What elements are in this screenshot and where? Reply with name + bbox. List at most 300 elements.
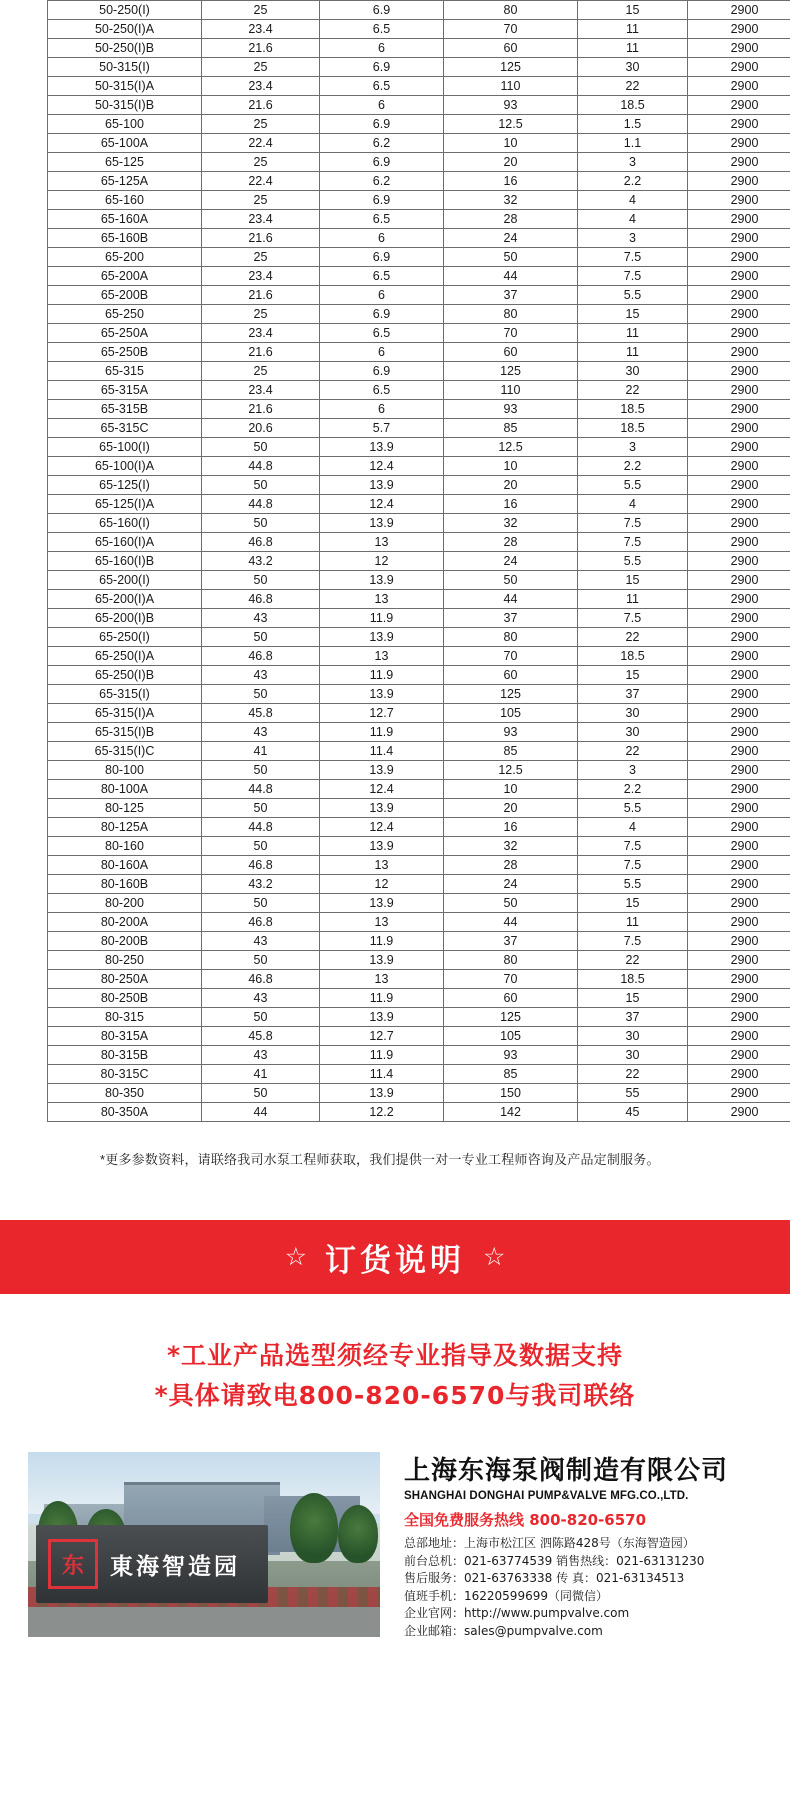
table-cell: 11.9	[320, 723, 444, 742]
table-cell: 2900	[688, 115, 790, 134]
table-row	[48, 419, 790, 438]
table-cell: 6.9	[320, 248, 444, 267]
table-cell: 2900	[688, 267, 790, 286]
table-cell: 11	[578, 20, 688, 39]
table-cell: 13	[320, 856, 444, 875]
table-cell: 45.8	[202, 1027, 320, 1046]
footer	[0, 1452, 790, 1666]
table-cell: 2900	[688, 381, 790, 400]
table-cell: 4	[578, 210, 688, 229]
table-cell: 2900	[688, 590, 790, 609]
table-cell: 142	[444, 1103, 578, 1122]
table-cell: 43	[202, 609, 320, 628]
table-cell: 65-315C	[48, 419, 202, 438]
table-row	[48, 1008, 790, 1027]
table-row	[48, 476, 790, 495]
table-cell: 11.9	[320, 609, 444, 628]
table-cell: 22	[578, 77, 688, 96]
table-cell: 43.2	[202, 552, 320, 571]
table-row	[48, 780, 790, 799]
table-cell: 10	[444, 780, 578, 799]
table-row	[48, 685, 790, 704]
table-row	[48, 837, 790, 856]
company-contact-line: 企业邮箱：sales@pumpvalve.com	[404, 1623, 603, 1638]
table-row	[48, 58, 790, 77]
table-cell: 50-315(I)B	[48, 96, 202, 115]
table-cell: 65-250(I)B	[48, 666, 202, 685]
table-cell: 2900	[688, 305, 790, 324]
table-cell: 50	[202, 476, 320, 495]
table-cell: 2900	[688, 438, 790, 457]
table-cell: 12.7	[320, 704, 444, 723]
table-cell: 43	[202, 989, 320, 1008]
table-cell: 3	[578, 229, 688, 248]
table-cell: 65-250(I)A	[48, 647, 202, 666]
table-cell: 3	[578, 153, 688, 172]
table-cell: 65-100A	[48, 134, 202, 153]
table-cell: 11	[578, 590, 688, 609]
table-cell: 50	[444, 571, 578, 590]
table-cell: 2900	[688, 932, 790, 951]
table-cell: 2900	[688, 970, 790, 989]
table-cell: 4	[578, 818, 688, 837]
table-cell: 22.4	[202, 134, 320, 153]
table-cell: 30	[578, 1046, 688, 1065]
table-cell: 2900	[688, 229, 790, 248]
table-cell: 6.2	[320, 134, 444, 153]
table-cell: 65-200(I)B	[48, 609, 202, 628]
table-cell: 18.5	[578, 647, 688, 666]
table-row	[48, 305, 790, 324]
table-row	[48, 495, 790, 514]
table-cell: 12	[320, 875, 444, 894]
table-cell: 2900	[688, 742, 790, 761]
table-row	[48, 514, 790, 533]
table-cell: 65-100	[48, 115, 202, 134]
table-cell: 4	[578, 495, 688, 514]
table-cell: 13	[320, 533, 444, 552]
table-cell: 70	[444, 324, 578, 343]
table-cell: 43	[202, 1046, 320, 1065]
table-cell: 2900	[688, 685, 790, 704]
table-cell: 2900	[688, 628, 790, 647]
table-cell: 2900	[688, 172, 790, 191]
table-cell: 44.8	[202, 818, 320, 837]
table-cell: 11.9	[320, 1046, 444, 1065]
table-cell: 65-125A	[48, 172, 202, 191]
table-row	[48, 248, 790, 267]
table-cell: 12.4	[320, 457, 444, 476]
table-cell: 2900	[688, 1046, 790, 1065]
table-cell: 7.5	[578, 248, 688, 267]
table-cell: 65-315A	[48, 381, 202, 400]
table-cell: 13	[320, 590, 444, 609]
table-cell: 2900	[688, 894, 790, 913]
table-cell: 46.8	[202, 970, 320, 989]
table-cell: 11.9	[320, 932, 444, 951]
table-row	[48, 1103, 790, 1122]
table-cell: 2900	[688, 286, 790, 305]
table-row	[48, 742, 790, 761]
table-cell: 13.9	[320, 1008, 444, 1027]
table-cell: 80-100A	[48, 780, 202, 799]
table-cell: 2900	[688, 837, 790, 856]
table-cell: 20	[444, 476, 578, 495]
table-cell: 70	[444, 20, 578, 39]
table-cell: 7.5	[578, 533, 688, 552]
table-cell: 16	[444, 495, 578, 514]
table-cell: 18.5	[578, 970, 688, 989]
factory-photo	[28, 1452, 380, 1637]
order-instructions-banner	[0, 1220, 790, 1294]
table-cell: 110	[444, 381, 578, 400]
table-row	[48, 438, 790, 457]
table-cell: 2.2	[578, 457, 688, 476]
table-cell: 13.9	[320, 571, 444, 590]
slogan-block	[0, 1294, 790, 1416]
table-cell: 50	[202, 799, 320, 818]
table-cell: 65-100(I)	[48, 438, 202, 457]
table-cell: 23.4	[202, 77, 320, 96]
table-cell: 13.9	[320, 438, 444, 457]
table-cell: 15	[578, 305, 688, 324]
table-cell: 80-200A	[48, 913, 202, 932]
table-cell: 6.9	[320, 1, 444, 20]
table-row	[48, 1046, 790, 1065]
table-cell: 45	[578, 1103, 688, 1122]
table-cell: 25	[202, 191, 320, 210]
table-cell: 37	[578, 685, 688, 704]
table-cell: 37	[578, 1008, 688, 1027]
table-cell: 43	[202, 666, 320, 685]
table-cell: 46.8	[202, 533, 320, 552]
table-cell: 65-125(I)A	[48, 495, 202, 514]
table-cell: 6	[320, 39, 444, 58]
table-cell: 50	[202, 837, 320, 856]
star-icon-left: ☆	[284, 1242, 307, 1271]
table-row	[48, 970, 790, 989]
table-cell: 65-200B	[48, 286, 202, 305]
table-cell: 2900	[688, 1065, 790, 1084]
table-row	[48, 1065, 790, 1084]
table-row	[48, 267, 790, 286]
table-cell: 2900	[688, 647, 790, 666]
table-cell: 110	[444, 77, 578, 96]
table-cell: 30	[578, 723, 688, 742]
table-cell: 6.9	[320, 115, 444, 134]
table-cell: 80	[444, 305, 578, 324]
table-cell: 41	[202, 742, 320, 761]
table-cell: 41	[202, 1065, 320, 1084]
table-cell: 2900	[688, 704, 790, 723]
table-row	[48, 818, 790, 837]
table-cell: 65-160(I)B	[48, 552, 202, 571]
table-row	[48, 761, 790, 780]
table-row	[48, 1084, 790, 1103]
table-row	[48, 153, 790, 172]
table-cell: 80-200B	[48, 932, 202, 951]
company-logo-icon: 东	[48, 1539, 98, 1589]
table-cell: 11.9	[320, 989, 444, 1008]
table-cell: 15	[578, 571, 688, 590]
table-cell: 50	[202, 571, 320, 590]
table-row	[48, 229, 790, 248]
table-cell: 65-160B	[48, 229, 202, 248]
table-row	[48, 989, 790, 1008]
table-cell: 5.5	[578, 286, 688, 305]
table-cell: 85	[444, 742, 578, 761]
table-cell: 23.4	[202, 267, 320, 286]
table-cell: 50	[202, 438, 320, 457]
table-cell: 32	[444, 191, 578, 210]
table-cell: 21.6	[202, 229, 320, 248]
table-cell: 5.5	[578, 476, 688, 495]
table-cell: 50	[202, 761, 320, 780]
table-cell: 13.9	[320, 951, 444, 970]
table-row	[48, 951, 790, 970]
table-cell: 80-160	[48, 837, 202, 856]
table-cell: 13.9	[320, 628, 444, 647]
table-cell: 13	[320, 970, 444, 989]
table-row	[48, 609, 790, 628]
table-cell: 5.5	[578, 875, 688, 894]
table-row	[48, 723, 790, 742]
table-cell: 12.7	[320, 1027, 444, 1046]
table-row	[48, 647, 790, 666]
table-cell: 7.5	[578, 609, 688, 628]
table-cell: 13.9	[320, 476, 444, 495]
table-cell: 65-200A	[48, 267, 202, 286]
table-cell: 12.4	[320, 780, 444, 799]
table-row	[48, 39, 790, 58]
table-cell: 25	[202, 362, 320, 381]
company-contact-line: 前台总机：021-63774539 销售热线：021-63131230	[404, 1553, 705, 1568]
table-cell: 2900	[688, 571, 790, 590]
table-cell: 25	[202, 153, 320, 172]
table-cell: 2900	[688, 1, 790, 20]
table-row	[48, 1, 790, 20]
table-cell: 65-315B	[48, 400, 202, 419]
table-row	[48, 913, 790, 932]
table-row	[48, 799, 790, 818]
table-cell: 23.4	[202, 210, 320, 229]
table-cell: 65-315(I)	[48, 685, 202, 704]
table-cell: 28	[444, 210, 578, 229]
table-row	[48, 191, 790, 210]
table-cell: 12.5	[444, 761, 578, 780]
table-cell: 2900	[688, 134, 790, 153]
pump-spec-table	[47, 0, 790, 1122]
table-row	[48, 172, 790, 191]
table-cell: 65-315(I)C	[48, 742, 202, 761]
table-cell: 60	[444, 989, 578, 1008]
table-cell: 12.4	[320, 818, 444, 837]
table-cell: 85	[444, 419, 578, 438]
photo-entrance-sign	[36, 1525, 268, 1603]
table-cell: 2900	[688, 58, 790, 77]
table-cell: 93	[444, 96, 578, 115]
table-cell: 44	[444, 913, 578, 932]
table-cell: 55	[578, 1084, 688, 1103]
table-cell: 6.5	[320, 20, 444, 39]
table-cell: 3	[578, 761, 688, 780]
table-cell: 12	[320, 552, 444, 571]
table-cell: 25	[202, 115, 320, 134]
table-cell: 70	[444, 970, 578, 989]
table-cell: 30	[578, 362, 688, 381]
table-cell: 6.9	[320, 153, 444, 172]
table-cell: 2900	[688, 514, 790, 533]
table-cell: 6.9	[320, 191, 444, 210]
table-cell: 45.8	[202, 704, 320, 723]
table-cell: 2900	[688, 495, 790, 514]
table-cell: 20	[444, 153, 578, 172]
table-cell: 23.4	[202, 381, 320, 400]
table-cell: 6.9	[320, 362, 444, 381]
table-cell: 12.5	[444, 438, 578, 457]
table-cell: 21.6	[202, 400, 320, 419]
table-cell: 65-160(I)	[48, 514, 202, 533]
table-cell: 125	[444, 58, 578, 77]
table-cell: 13.9	[320, 837, 444, 856]
photo-tree	[290, 1493, 338, 1563]
table-cell: 24	[444, 229, 578, 248]
table-cell: 2900	[688, 210, 790, 229]
table-cell: 80-250A	[48, 970, 202, 989]
table-cell: 13.9	[320, 514, 444, 533]
table-cell: 60	[444, 39, 578, 58]
table-cell: 80-250	[48, 951, 202, 970]
table-cell: 80	[444, 628, 578, 647]
table-cell: 21.6	[202, 286, 320, 305]
table-cell: 20	[444, 799, 578, 818]
table-cell: 22	[578, 1065, 688, 1084]
table-cell: 80-350	[48, 1084, 202, 1103]
table-cell: 18.5	[578, 419, 688, 438]
table-cell: 60	[444, 666, 578, 685]
table-cell: 6	[320, 96, 444, 115]
table-cell: 37	[444, 286, 578, 305]
table-cell: 4	[578, 191, 688, 210]
table-cell: 50	[202, 1008, 320, 1027]
note-text: *更多参数资料，请联络我司水泵工程师获取，我们提供一对一专业工程师咨询及产品定制服务。	[100, 1152, 660, 1167]
table-cell: 2900	[688, 457, 790, 476]
table-cell: 46.8	[202, 647, 320, 666]
table-cell: 7.5	[578, 514, 688, 533]
table-cell: 80-350A	[48, 1103, 202, 1122]
table-cell: 2900	[688, 609, 790, 628]
table-row	[48, 894, 790, 913]
table-row	[48, 856, 790, 875]
table-cell: 50-250(I)A	[48, 20, 202, 39]
table-cell: 30	[578, 704, 688, 723]
table-cell: 28	[444, 533, 578, 552]
table-cell: 50	[202, 894, 320, 913]
photo-tree	[338, 1505, 378, 1563]
table-cell: 2900	[688, 96, 790, 115]
table-cell: 25	[202, 248, 320, 267]
table-cell: 23.4	[202, 324, 320, 343]
table-cell: 2.2	[578, 780, 688, 799]
table-cell: 105	[444, 1027, 578, 1046]
table-cell: 65-100(I)A	[48, 457, 202, 476]
table-cell: 22	[578, 742, 688, 761]
table-cell: 2900	[688, 913, 790, 932]
table-cell: 6.2	[320, 172, 444, 191]
table-cell: 44.8	[202, 495, 320, 514]
table-cell: 93	[444, 1046, 578, 1065]
table-cell: 37	[444, 932, 578, 951]
table-cell: 5.5	[578, 552, 688, 571]
table-cell: 2900	[688, 248, 790, 267]
table-cell: 65-250	[48, 305, 202, 324]
table-cell: 13.9	[320, 761, 444, 780]
table-cell: 2900	[688, 1084, 790, 1103]
table-row	[48, 286, 790, 305]
table-row	[48, 381, 790, 400]
table-cell: 80-125	[48, 799, 202, 818]
table-cell: 23.4	[202, 20, 320, 39]
table-row	[48, 400, 790, 419]
table-cell: 13.9	[320, 685, 444, 704]
table-cell: 2.2	[578, 172, 688, 191]
table-cell: 2900	[688, 1027, 790, 1046]
table-cell: 93	[444, 723, 578, 742]
table-cell: 2900	[688, 362, 790, 381]
table-cell: 80	[444, 951, 578, 970]
table-cell: 80-315A	[48, 1027, 202, 1046]
table-cell: 6.5	[320, 324, 444, 343]
table-cell: 12.4	[320, 495, 444, 514]
table-cell: 2900	[688, 39, 790, 58]
company-info	[380, 1452, 728, 1640]
table-cell: 44	[444, 590, 578, 609]
table-cell: 28	[444, 856, 578, 875]
table-cell: 50	[202, 951, 320, 970]
table-row	[48, 324, 790, 343]
table-cell: 2900	[688, 761, 790, 780]
table-cell: 2900	[688, 856, 790, 875]
table-cell: 11.9	[320, 666, 444, 685]
table-cell: 5.7	[320, 419, 444, 438]
table-cell: 44.8	[202, 780, 320, 799]
table-cell: 50-250(I)B	[48, 39, 202, 58]
table-cell: 2900	[688, 20, 790, 39]
table-cell: 65-200(I)A	[48, 590, 202, 609]
table-cell: 50	[444, 894, 578, 913]
table-cell: 50-250(I)	[48, 1, 202, 20]
table-cell: 6.5	[320, 210, 444, 229]
table-cell: 46.8	[202, 913, 320, 932]
table-cell: 2900	[688, 875, 790, 894]
table-cell: 65-315(I)A	[48, 704, 202, 723]
table-cell: 65-315	[48, 362, 202, 381]
company-contact-line: 企业官网：http://www.pumpvalve.com	[404, 1606, 630, 1620]
table-cell: 80-315	[48, 1008, 202, 1027]
table-row	[48, 704, 790, 723]
table-cell: 50-315(I)	[48, 58, 202, 77]
table-cell: 12.5	[444, 115, 578, 134]
photo-road	[28, 1607, 380, 1637]
table-cell: 1.5	[578, 115, 688, 134]
table-cell: 43.2	[202, 875, 320, 894]
table-cell: 46.8	[202, 856, 320, 875]
table-cell: 20.6	[202, 419, 320, 438]
table-cell: 32	[444, 514, 578, 533]
table-cell: 21.6	[202, 343, 320, 362]
table-cell: 65-250A	[48, 324, 202, 343]
table-cell: 125	[444, 1008, 578, 1027]
